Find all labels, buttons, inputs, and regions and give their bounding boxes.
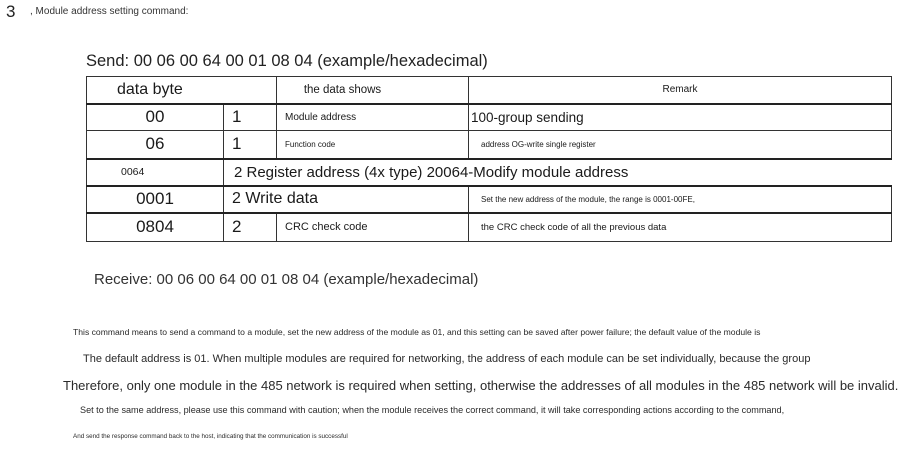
header-data-shows: the data shows: [277, 77, 469, 104]
receive-example-line: Receive: 00 06 00 64 00 01 08 04 (example/hexadecimal): [94, 271, 479, 288]
table-row: [87, 213, 892, 242]
description-line-3: Therefore, only one module in the 485 network is required when setting, otherwise the addresses of all modules in the 485 network will be invalid.: [63, 378, 899, 393]
header-data-byte: data byte: [87, 77, 224, 104]
cell-bytes-shows: 2 Write data: [224, 186, 469, 213]
table-row: [87, 104, 892, 131]
cell-data: 0064: [87, 159, 224, 186]
description-line-2: The default address is 01. When multiple modules are required for networking, the address of each module can be set individually, because the group: [83, 353, 811, 365]
cell-bytes: 1: [224, 104, 277, 131]
send-example-line: Send: 00 06 00 64 00 01 08 04 (example/hexadecimal): [86, 52, 488, 70]
section-number: 3: [6, 2, 16, 21]
cell-remark: address OG-write single register: [469, 131, 892, 159]
cell-shows: Function code: [277, 131, 469, 159]
cell-remark: Set the new address of the module, the range is 0001-00FE,: [469, 186, 892, 213]
cell-data: 06: [87, 131, 224, 159]
table-row: [87, 186, 892, 213]
cell-remark: the CRC check code of all the previous data: [469, 213, 892, 242]
cell-bytes: 2: [224, 213, 277, 242]
cell-data: 0804: [87, 213, 224, 242]
table-row: [87, 159, 892, 186]
section-title: , Module address setting command:: [30, 6, 189, 17]
cell-merged-register-address: 2 Register address (4x type) 20064-Modify module address: [224, 159, 892, 186]
cell-shows: CRC check code: [277, 213, 469, 242]
cell-shows: Module address: [277, 104, 469, 131]
description-line-1: This command means to send a command to a module, set the new address of the module as 01, and this setting can be saved after power failure; the default value of the module is: [73, 327, 761, 337]
table-header-row: [87, 77, 892, 104]
cell-data: 0001: [87, 186, 224, 213]
description-line-4: Set to the same address, please use this command with caution; when the module receives the correct command, it will take corresponding actions according to the command,: [80, 405, 785, 415]
cell-bytes: 1: [224, 131, 277, 159]
table-row: [87, 131, 892, 159]
header-spacer: [224, 77, 277, 104]
command-table: [86, 76, 892, 242]
header-remark: Remark: [469, 77, 892, 104]
cell-data: 00: [87, 104, 224, 131]
cell-remark: 100-group sending: [469, 104, 892, 131]
description-line-5: And send the response command back to the host, indicating that the communication is successful: [73, 433, 348, 440]
